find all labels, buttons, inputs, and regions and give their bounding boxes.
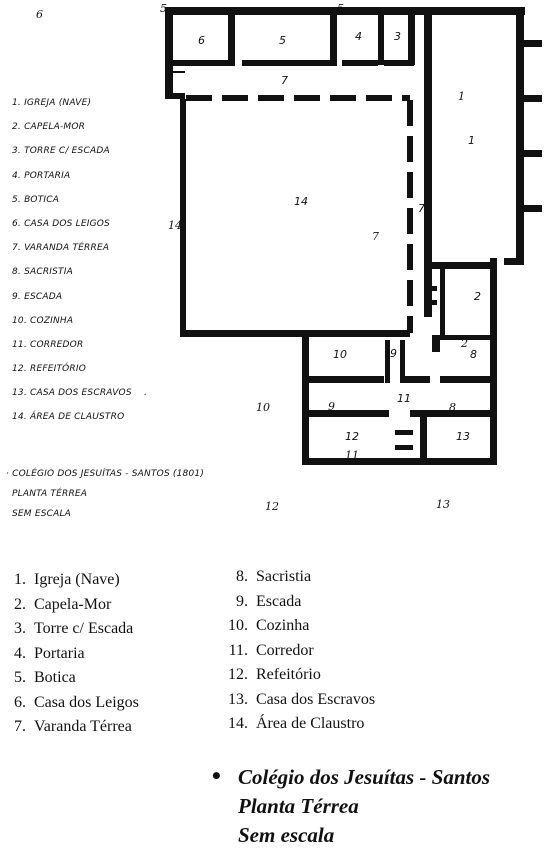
hw-title-line3: SEM ESCALA	[12, 509, 72, 519]
ref-label: 13	[436, 498, 450, 511]
ref-label: 8	[449, 401, 456, 414]
legend-right	[222, 565, 375, 737]
wall-chancel-inner	[440, 269, 445, 337]
wall-cloister-left	[180, 99, 186, 335]
ref-label: 10	[256, 401, 270, 414]
wall-bottom-left	[302, 335, 309, 465]
wall-cloister-bottom	[180, 330, 410, 337]
hw-legend-item: 7. VARANDA TÉRREA	[12, 243, 110, 254]
buttress	[524, 40, 542, 47]
room-label: 8	[470, 348, 477, 361]
step	[432, 338, 440, 352]
hw-legend-item: 1. IGREJA (NAVE)	[12, 98, 92, 108]
step	[432, 286, 437, 291]
wall-h	[395, 430, 413, 435]
caption-line1: Colégio dos Jesuítas - Santos	[238, 765, 491, 789]
wall-h	[395, 445, 413, 450]
legend-item: 7. Varanda Térrea	[14, 718, 132, 735]
wall-h	[173, 93, 185, 99]
legend-item: 1. Igreja (Nave)	[14, 571, 120, 588]
legend-item: 10. Cozinha	[228, 617, 310, 634]
legend-item: 2. Capela-Mor	[14, 595, 112, 613]
wall-chancel	[490, 258, 497, 348]
wall-h	[242, 60, 337, 66]
wall-partition	[378, 15, 384, 65]
legend-item: 12. Refeitório	[228, 666, 321, 683]
wall-h	[432, 262, 496, 269]
hw-title-line1: · COLÉGIO DOS JESUÍTAS - SANTOS (1801)	[6, 469, 205, 479]
ref-label: 11	[345, 449, 359, 462]
caption-bullet: •	[210, 764, 223, 788]
buttress	[524, 95, 542, 102]
wall-v	[490, 335, 497, 383]
room-label: 13	[456, 430, 470, 443]
wall-h	[165, 60, 235, 66]
hw-legend-item: 9. ESCADA	[12, 291, 63, 302]
room-label: 14	[294, 195, 308, 208]
corner-number: 6	[36, 8, 43, 21]
room-label: 9	[390, 347, 397, 360]
ref-label: 7	[372, 230, 379, 243]
room-label: 1	[468, 134, 475, 147]
wall-h	[309, 376, 384, 383]
wall-bottom	[302, 458, 497, 465]
room-label: 12	[345, 430, 359, 443]
room-label: 2	[474, 290, 481, 303]
buttress	[524, 150, 542, 157]
legend-item: 4. Portaria	[14, 644, 85, 662]
wall-h	[504, 258, 524, 265]
wall-partition	[330, 15, 337, 65]
wall-partition	[228, 15, 235, 65]
wall-partition	[408, 15, 415, 65]
room-label: 10	[333, 348, 347, 361]
ref-label: 5	[160, 2, 167, 15]
room-label: 3	[394, 30, 401, 43]
legend-item: 9. Escada	[236, 592, 302, 610]
legend-item: 11. Corredor	[228, 641, 314, 659]
ref-label: 1	[458, 90, 465, 103]
room-label: 5	[279, 34, 286, 47]
caption-line2: Planta Térrea	[238, 794, 359, 818]
wall-bottom-right	[490, 383, 497, 465]
hw-legend-item: 11. CORREDOR	[12, 339, 84, 350]
hw-legend-item: 13. CASA DOS ESCRAVOS .	[12, 388, 148, 399]
buttress	[524, 205, 542, 212]
wall-church-right	[516, 7, 524, 265]
hw-legend-item: 3. TORRE C/ ESCADA	[12, 146, 110, 157]
wall-top	[165, 7, 525, 15]
legend-item: 5. Botica	[14, 669, 76, 686]
legend-left	[0, 568, 139, 740]
legend-item: 6. Casa dos Leigos	[14, 693, 139, 711]
caption-line3: Sem escala	[238, 823, 335, 847]
legend-item: 13. Casa dos Escravos	[228, 690, 376, 708]
room-label: 4	[355, 30, 362, 43]
room-label: 11	[397, 392, 411, 405]
hw-legend-item: 8. SACRISTIA	[12, 267, 73, 278]
wall-top-left	[165, 7, 173, 99]
room-label: 7	[281, 74, 288, 87]
ref-label: 9	[328, 400, 335, 413]
hw-legend-item: 6. CASA DOS LEIGOS	[12, 218, 110, 229]
wall-h	[309, 410, 389, 417]
hw-legend-item: 2. CAPELA-MOR	[12, 122, 86, 133]
caption	[238, 763, 490, 850]
hw-legend-item: 5. BOTICA	[12, 194, 60, 205]
wall-h	[440, 376, 497, 383]
hw-legend-item: 4. PORTARIA	[12, 170, 71, 181]
ref-label: 12	[265, 500, 279, 513]
hw-title-line2: PLANTA TÉRREA	[12, 489, 88, 499]
gallery-dashed	[173, 72, 410, 333]
legend-item: 14. Área de Claustro	[228, 715, 365, 732]
room-label: 7	[418, 202, 425, 215]
wall-v	[400, 340, 405, 383]
wall-v	[420, 417, 427, 458]
ref-label: 14	[168, 219, 182, 232]
ref-label: 5	[337, 2, 344, 15]
step	[432, 300, 437, 305]
wall-church-left	[424, 7, 432, 317]
hw-legend-item: 12. REFEITÓRIO	[12, 364, 87, 375]
hw-legend-item: 14. ÁREA DE CLAUSTRO	[12, 412, 125, 423]
room-label: 6	[198, 34, 205, 47]
wall-h	[384, 60, 414, 66]
legend-item: 8. Sacristia	[236, 568, 312, 585]
legend-item: 3. Torre c/ Escada	[14, 620, 134, 637]
hw-legend-item: 10. COZINHA	[12, 315, 74, 326]
wall-h	[342, 60, 378, 66]
ref-label: 2	[461, 337, 468, 350]
